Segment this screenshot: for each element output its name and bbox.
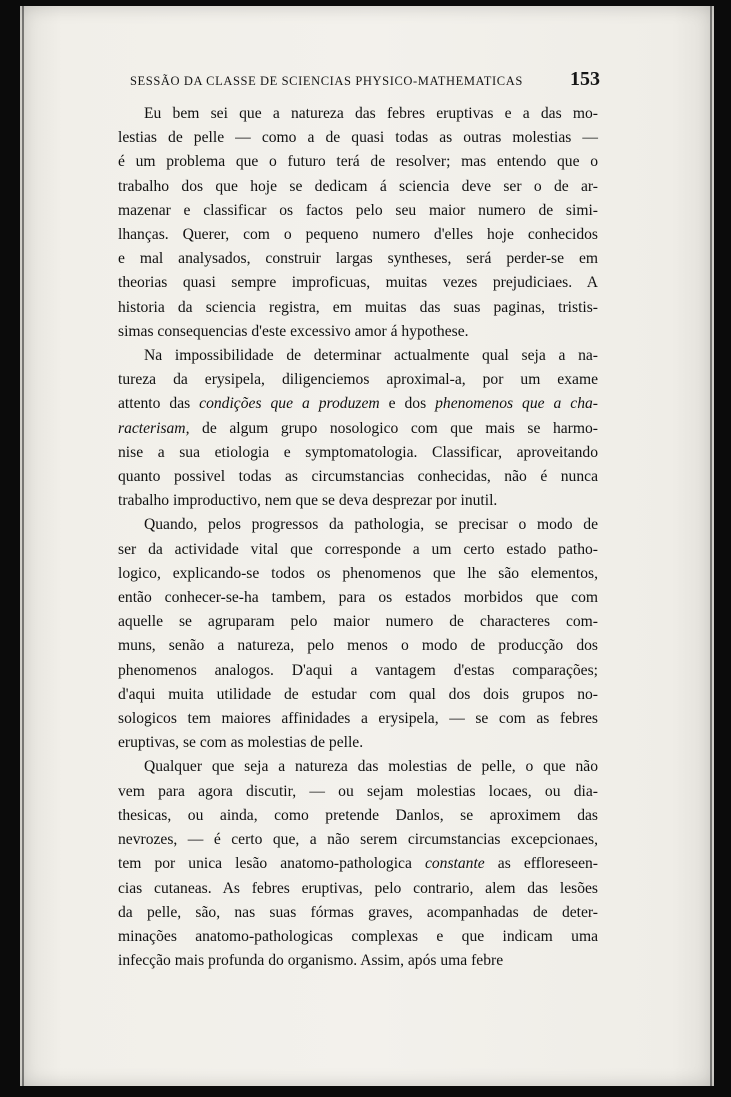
- paragraph: [118, 755, 598, 973]
- italic-phrase: phenomenos que a cha-: [435, 395, 598, 413]
- text-line: vem para agora discutir, — ou sejam molestias locaes, ou dia-: [118, 782, 598, 800]
- left-page-edge: [22, 6, 24, 1086]
- text-line: racterisam, de algum grupo nosologico com que mais se harmo-: [118, 419, 598, 437]
- text-line: eruptivas, se com as molestias de pelle.: [118, 734, 364, 752]
- text-line: phenomenos analogos. D'aqui a vantagem d'estas comparações;: [118, 661, 598, 679]
- paragraph: [118, 513, 598, 755]
- text-line: tem por unica lesão anatomo-pathologica constante as effloreseen-: [118, 855, 598, 873]
- text-line: cias cutaneas. As febres eruptivas, pelo contrario, alem das lesões: [118, 879, 598, 897]
- text-line: minações anatomo-pathologicas complexas e que indicam uma: [118, 927, 598, 945]
- text-line: aquelle se agruparam pelo maior numero de characteres com-: [118, 613, 598, 631]
- text-line: d'aqui muita utilidade de estudar com qual dos dois grupos no-: [118, 685, 598, 703]
- text-line: attento das condições que a produzem e dos phenomenos que a cha-: [118, 395, 598, 413]
- italic-phrase: racterisam,: [118, 419, 190, 437]
- text-line: simas consequencias d'este excessivo amor á hypothese.: [118, 322, 469, 340]
- text-line: quanto possivel todas as circumstancias conhecidas, não é nunca: [118, 468, 598, 486]
- text-line: Na impossibilidade de determinar actualmente qual seja a na-: [144, 347, 598, 365]
- text-line: mazenar e classificar os factos pelo seu maior numero de simi-: [118, 201, 598, 219]
- text-line: Quando, pelos progressos da pathologia, se precisar o modo de: [144, 516, 598, 534]
- text-line: da pelle, são, nas suas fórmas graves, acompanhadas de deter-: [118, 903, 598, 921]
- text-line: Eu bem sei que a natureza das febres eruptivas e a das mo-: [144, 105, 598, 122]
- right-page-edge: [710, 6, 712, 1086]
- text-line: nevrozes, — é certo que, a não serem circumstancias excepcionaes,: [118, 831, 598, 849]
- text-line: sologicos tem maiores affinidades a erysipela, — se com as febres: [118, 710, 598, 728]
- text-line: ser da actividade vital que corresponde a um certo estado patho-: [118, 540, 598, 558]
- text-line: historia da sciencia registra, em muitas das suas paginas, tristis-: [118, 298, 598, 316]
- text-line: então conhecer-se-ha tambem, para os estados morbidos que com: [118, 589, 598, 607]
- italic-phrase: constante: [424, 855, 485, 873]
- text-line: trabalho dos que hoje se dedicam á sciencia deve ser o de ar-: [118, 177, 598, 195]
- text-line: logico, explicando-se todos os phenomenos que lhe são elementos,: [118, 564, 598, 582]
- text-line: e mal analysados, construir largas syntheses, será perder-se em: [118, 250, 598, 268]
- text-line: lhanças. Querer, com o pequeno numero d'elles hoje conhecidos: [118, 226, 598, 244]
- text-line: thesicas, ou ainda, como pretende Danlos, se aproximem das: [118, 806, 598, 824]
- running-header: [130, 68, 600, 96]
- body-text: [118, 102, 598, 973]
- paragraph: [118, 344, 598, 513]
- text-line: nise a sua etiologia e symptomatologia. Classificar, aproveitando: [118, 443, 598, 461]
- italic-phrase: condições que a produzem: [199, 395, 380, 413]
- page-number: 153: [570, 68, 600, 90]
- header-title: SESSÃO DA CLASSE DE SCIENCIAS PHYSICO-MATHEMATICAS: [130, 74, 523, 88]
- text-line: Qualquer que seja a natureza das molestias de pelle, o que não: [144, 758, 598, 776]
- text-line: tureza da erysipela, diligenciemos aproximal-a, por um exame: [118, 371, 598, 389]
- paragraph: [118, 102, 598, 344]
- text-line: é um problema que o futuro terá de resolver; mas entendo que o: [118, 153, 598, 171]
- text-line: muns, senão a natureza, pelo menos o modo de producção dos: [118, 637, 598, 655]
- text-line: lestias de pelle — como a de quasi todas as outras molestias —: [118, 129, 598, 147]
- text-line: infecção mais profunda do organismo. Assim, após uma febre: [118, 952, 504, 970]
- text-line: trabalho improductivo, nem que se deva desprezar por inutil.: [118, 492, 498, 510]
- text-line: theorias quasi sempre improficuas, muitas vezes prejudiciaes. A: [118, 274, 598, 292]
